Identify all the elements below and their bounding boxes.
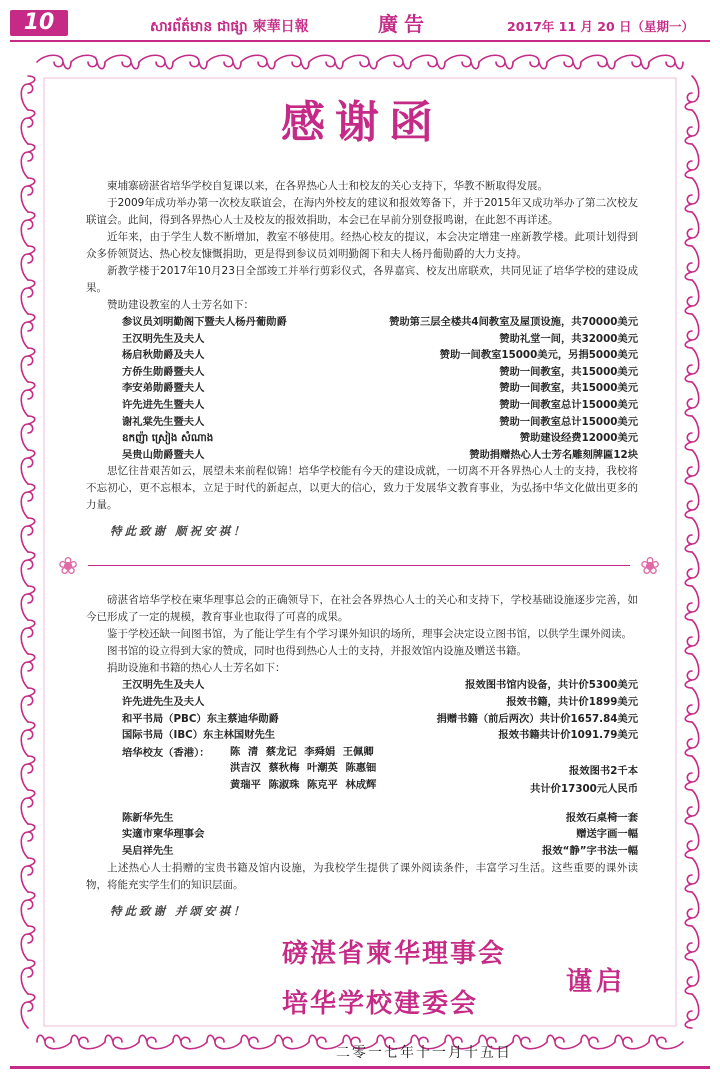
swirl-icon: [513, 55, 547, 69]
donor-name: 许先进先生及夫人: [122, 695, 205, 708]
divider-line: [88, 565, 630, 566]
donor-gift: 赞助捐赠热心人士芳名雕刻牌匾12块: [469, 448, 638, 461]
swirl-icon: [685, 382, 699, 416]
swirl-icon: [309, 55, 343, 69]
signer-org: 磅湛省柬华理事会: [282, 938, 507, 969]
alumni-name: 洪吉汉: [230, 762, 261, 775]
swirl-icon: [685, 858, 699, 892]
donor-row: [122, 364, 638, 381]
closing-paragraph: 上述热心人士捐赠的宝贵书籍及馆内设施，为我校学生提供了课外阅读条件，丰富学习生活。这些重要的课外读物，将能充实学生们的知识层面。: [86, 861, 638, 891]
swirl-icon: [685, 246, 699, 280]
swirl-icon: [21, 246, 35, 280]
swirl-icon: [105, 55, 139, 69]
alumni-name: 王佩卿: [342, 745, 374, 758]
salutation: 特此致谢 并颂安祺！: [110, 903, 248, 918]
closing-paragraph: 思忆往昔艰苦如云，展望未来前程似锦！培华学校能有今天的建设成就，一切离不开各界热心人士的支持，我校将不忘初心，更不忘根本，立足于时代的新起点，以更大的信心，致力于发展华文教育事业，为弘扬中华文化做出更多的力量。: [86, 465, 638, 512]
swirl-icon: [21, 382, 35, 416]
swirl-icon: [21, 110, 35, 144]
donor-name: 王汉明先生及夫人: [122, 679, 205, 692]
swirl-icon: [21, 144, 35, 178]
donor-row: [122, 347, 638, 364]
swirl-icon: [547, 55, 581, 69]
donor-name: 杨启秋勋爵及夫人: [122, 349, 205, 362]
swirl-icon: [173, 55, 207, 69]
paragraph: 捐助设施和书籍的热心人士芳名如下：: [107, 662, 286, 675]
donor-gift: 赠送字画一幅: [576, 828, 638, 841]
alumni-names: [230, 744, 430, 794]
donor-gift: 捐赠书籍（前后两次）共计价1657.84美元: [436, 712, 638, 725]
donor-name: 许先进先生暨夫人: [122, 398, 205, 411]
swirl-icon: [21, 280, 35, 314]
letter-title: 感谢函: [281, 97, 443, 148]
donor-row: [122, 711, 638, 728]
swirl-icon: [685, 280, 699, 314]
donor-name: 实適市柬华理事会: [122, 828, 205, 841]
swirl-icon: [343, 55, 377, 69]
swirl-icon: [685, 484, 699, 518]
swirl-icon: [21, 314, 35, 348]
swirl-icon: [685, 178, 699, 212]
donor-gift: 赞助第三层全楼共4间教室及屋顶设施，共70000美元: [389, 316, 638, 328]
donor-gift: 报效书籍，共计价1899美元: [506, 695, 638, 708]
swirl-icon: [21, 212, 35, 246]
swirl-icon: [21, 960, 35, 994]
alumni-label: 培华校友（香港）：: [122, 746, 210, 759]
page-number: 10: [10, 10, 68, 36]
swirl-icon: [685, 892, 699, 926]
swirl-icon: [685, 314, 699, 348]
paragraph: 柬埔寨磅湛省培华学校自复课以来，在各界热心人士和校友的关心支持下，华教不断取得发展。: [107, 180, 548, 192]
donor-name: 方侨生勋爵暨夫人: [122, 365, 205, 378]
swirl-icon: [21, 416, 35, 450]
salutation: 特此致谢 顺祝安祺！: [110, 524, 248, 539]
alumni-gift-line: 共计价17300元人民币: [530, 782, 638, 795]
swirl-icon: [377, 55, 411, 69]
flower-icon: ❀: [639, 552, 661, 581]
swirl-icon: [21, 824, 35, 858]
paragraph: 磅湛省培华学校在柬华理事总会的正确领导下，在社会各界热心人士的关心和支持下，学校基础设施逐步完善，如今已形成了一定的规模，教育事业也取得了可喜的成果。: [86, 594, 638, 624]
paragraph: 近年来，由于学生人数不断增加，教室不够使用。经热心校友的提议，本会决定增建一座新教学楼。此项计划得到众多侨领贤达、热心校友慷慨捐助，更是得到参议员刘明勤阁下和夫人杨丹葡勋爵的大力支持。: [86, 231, 638, 260]
swirl-icon: [685, 212, 699, 246]
swirl-icon: [649, 55, 683, 69]
swirl-icon: [241, 55, 275, 69]
swirl-icon: [615, 55, 649, 69]
swirl-icon: [685, 144, 699, 178]
alumni-gift-line: 报效图书2千本: [569, 764, 638, 777]
alumni-name: 陈淑珠: [268, 778, 300, 791]
swirl-icon: [479, 55, 513, 69]
donor-name: 吴启祥先生: [122, 844, 174, 857]
signature-respect: 谨启: [566, 966, 627, 997]
donor-row: [122, 414, 638, 431]
donor-gift: 赞助一间教室15000美元，另捐5000美元: [439, 349, 638, 362]
swirl-icon: [21, 688, 35, 722]
thank-you-letter: [57, 92, 661, 1088]
swirl-icon: [685, 960, 699, 994]
alumni-name: 李舜娟: [304, 745, 336, 758]
donor-gift: 赞助礼堂一间，共32000美元: [499, 332, 638, 345]
paragraph: 新教学楼于2017年10月23日全部竣工并举行剪彩仪式，各界嘉宾、校友出席联欢，共同见证了培华学校的建设成果。: [86, 265, 638, 294]
donor-row: [122, 430, 638, 447]
donor-name: 谢礼棠先生暨夫人: [122, 415, 205, 428]
footer-rule: [10, 1066, 710, 1069]
newspaper-name: សារព័ត៌មាន ជាផ្សា 柬華日報: [150, 19, 309, 35]
swirl-icon: [21, 926, 35, 960]
swirl-icon: [21, 892, 35, 926]
swirl-icon: [21, 552, 35, 586]
classroom-donor-list: [122, 314, 638, 463]
donor-row: [122, 447, 638, 464]
swirl-icon: [685, 76, 699, 110]
donor-row: [122, 826, 638, 843]
donor-gift: 赞助一间教室总计15000美元: [499, 415, 638, 428]
swirl-icon: [21, 722, 35, 756]
signer-org: 培华学校建委会: [282, 988, 479, 1019]
swirl-icon: [685, 722, 699, 756]
paragraph: 赞助建设教室的人士芳名如下：: [107, 299, 254, 311]
donor-name: 王汉明先生及夫人: [122, 332, 205, 345]
swirl-icon: [685, 688, 699, 722]
swirl-icon: [581, 55, 615, 69]
swirl-icon: [685, 552, 699, 586]
donor-name: ឧកញ៉ា ស្រៀង សំណាង: [122, 432, 214, 445]
donor-row: [122, 380, 638, 397]
header-rule: [10, 40, 710, 42]
swirl-icon: [71, 55, 105, 69]
swirl-icon: [685, 994, 699, 1028]
donor-name: 陈新华先生: [122, 811, 174, 824]
donor-row: [122, 314, 638, 331]
donor-row: [122, 810, 638, 827]
donor-name: 和平书局（PBC）东主蔡迪华勋爵: [122, 712, 279, 725]
alumni-name: 蔡龙记: [265, 745, 297, 758]
alumni-name: 陈 清: [230, 745, 259, 758]
swirl-icon: [685, 790, 699, 824]
donor-gift: 赞助建设经费12000美元: [519, 432, 638, 445]
issue-date: 2017年 11 月 20 日（星期一）: [507, 19, 694, 34]
signature-block: [86, 938, 638, 1088]
swirl-icon: [685, 926, 699, 960]
swirl-icon: [21, 484, 35, 518]
alumni-gift: [530, 762, 638, 798]
swirl-icon: [21, 348, 35, 382]
paragraph: 图书馆的设立得到大家的赞成，同时也得到热心人士的支持，并报效馆内设施及赠送书籍。: [107, 645, 527, 658]
library-donor-list: [122, 677, 638, 743]
donor-gift: 报效书籍共计价1091.79美元: [498, 729, 638, 742]
paragraph: 鉴于学校还缺一间图书馆，为了能让学生有个学习课外知识的场所，理事会决定设立图书馆，以供学生课外阅读。: [107, 628, 632, 641]
swirl-icon: [685, 348, 699, 382]
swirl-icon: [21, 620, 35, 654]
alumni-name: 林成辉: [345, 778, 377, 791]
donor-gift: 报效“静”字书法一幅: [542, 844, 638, 857]
swirl-icon: [685, 620, 699, 654]
swirl-icon: [685, 416, 699, 450]
swirl-icon: [685, 654, 699, 688]
donor-gift: 赞助一间教室总计15000美元: [499, 398, 638, 411]
section-title: 廣告: [378, 12, 430, 36]
alumni-donors: [122, 744, 638, 810]
donor-row: [122, 694, 638, 711]
floral-divider: [50, 550, 668, 582]
swirl-icon: [21, 586, 35, 620]
donor-name: 李安弟勋爵暨夫人: [122, 382, 205, 395]
alumni-name: 黄瑞平: [230, 778, 261, 791]
paragraph: 于2009年成功举办第一次校友联谊会，在海内外校友的建议和报效筹备下，并于2015年又成功举办了第二次校友联谊会。此间，得到各界热心人士及校友的报效捐助，本会已在早前分别登报鸣谢，在此恕不再详述。: [86, 197, 638, 226]
swirl-icon: [21, 450, 35, 484]
swirl-icon: [685, 824, 699, 858]
donor-name: 国际书局（IBC）东主林国财先生: [122, 729, 276, 742]
donor-name: 吴贵山勋爵暨夫人: [122, 448, 205, 461]
alumni-name: 陈克平: [306, 778, 338, 791]
swirl-icon: [685, 756, 699, 790]
swirl-icon: [21, 178, 35, 212]
donor-gift: 赞助一间教室，共15000美元: [499, 365, 638, 378]
alumni-name: 陈惠钿: [345, 762, 377, 775]
donor-row: [122, 677, 638, 694]
other-donor-list: [122, 810, 638, 860]
donor-row: [122, 727, 638, 744]
swirl-icon: [275, 55, 309, 69]
donor-row: [122, 843, 638, 860]
swirl-icon: [685, 586, 699, 620]
letter-date: 二零一七年十一月十五日: [336, 1044, 512, 1061]
page-header: [0, 0, 720, 44]
swirl-icon: [411, 55, 445, 69]
donor-row: [122, 331, 638, 348]
swirl-icon: [21, 654, 35, 688]
swirl-icon: [21, 858, 35, 892]
swirl-icon: [685, 518, 699, 552]
swirl-icon: [685, 450, 699, 484]
donor-gift: 赞助一间教室，共15000美元: [499, 382, 638, 395]
swirl-icon: [139, 55, 173, 69]
swirl-icon: [445, 55, 479, 69]
donor-name: 参议员刘明勤阁下暨夫人杨丹葡勋爵: [122, 316, 287, 328]
flower-icon: ❀: [57, 552, 79, 581]
swirl-icon: [21, 790, 35, 824]
swirl-icon: [207, 55, 241, 69]
donor-gift: 报效图书馆内设备，共计价5300美元: [465, 679, 638, 692]
swirl-icon: [21, 76, 35, 110]
alumni-name: 蔡秋梅: [268, 762, 300, 775]
swirl-icon: [37, 55, 71, 69]
swirl-icon: [21, 518, 35, 552]
swirl-icon: [21, 994, 35, 1028]
swirl-icon: [37, 1035, 71, 1049]
donor-gift: 报效石桌椅一套: [565, 811, 638, 824]
alumni-name: 叶潮英: [306, 762, 338, 775]
swirl-icon: [649, 1035, 683, 1049]
donor-row: [122, 397, 638, 414]
swirl-icon: [21, 756, 35, 790]
swirl-icon: [685, 110, 699, 144]
